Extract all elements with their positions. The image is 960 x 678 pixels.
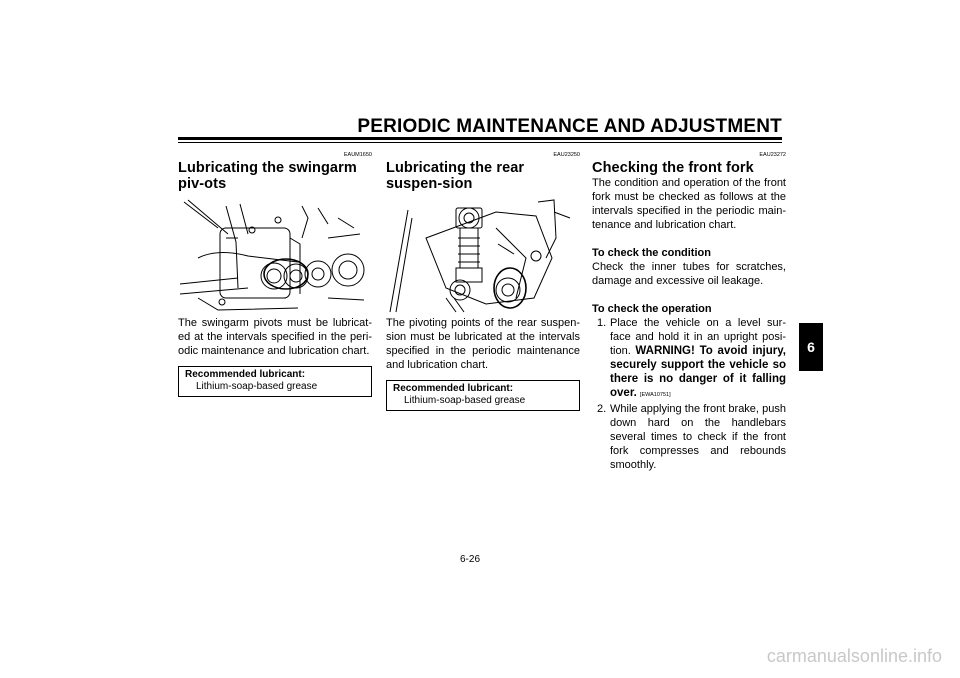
operation-steps bbox=[592, 316, 786, 472]
section-code: EAU23250 bbox=[553, 152, 580, 158]
header-rule bbox=[178, 137, 782, 140]
swingarm-section bbox=[178, 152, 372, 397]
step-item bbox=[592, 316, 786, 402]
condition-text: Check the inner tubes for scratches, damage and excessive oil leakage. bbox=[592, 261, 786, 287]
section-title: Lubricating the swingarm piv-ots bbox=[178, 160, 357, 192]
header-rule-thin bbox=[178, 142, 782, 143]
operation-heading: To check the operation bbox=[592, 303, 712, 315]
warning-code: [EWA10751] bbox=[639, 392, 671, 398]
step-item bbox=[592, 402, 786, 472]
front-fork-section bbox=[592, 152, 786, 472]
step-text: Place the vehicle on a level sur-face and hold it in an upright posi-tion. bbox=[610, 317, 786, 357]
watermark: carmanualsonline.info bbox=[766, 646, 942, 666]
section-code: EAUM1650 bbox=[343, 152, 372, 158]
section-body: The pivoting points of the rear suspen-sion must be lubricated at the intervals specified in the periodic maintenance and lubrication chart. bbox=[386, 317, 580, 371]
step-number: 1. bbox=[597, 317, 607, 329]
page-number: 6-26 bbox=[460, 554, 481, 565]
section-body: The swingarm pivots must be lubricat-ed at the intervals specified in the peri-odic maintenance and lubrication chart. bbox=[178, 317, 372, 357]
chapter-tab: 6 bbox=[799, 323, 823, 371]
recommended-lubricant-box bbox=[386, 380, 580, 411]
section-title: Checking the front fork bbox=[592, 160, 754, 176]
rear-suspension-illustration bbox=[386, 198, 580, 316]
rear-suspension-section bbox=[386, 152, 580, 411]
lubricant-value: Lithium-soap-based grease bbox=[196, 381, 318, 392]
section-title: Lubricating the rear suspen-sion bbox=[386, 160, 525, 192]
step-number: 2. bbox=[597, 403, 607, 415]
step-text: While applying the front brake, push down hard on the handlebars several times to check if the front fork compresses and rebounds smoothly. bbox=[610, 403, 786, 471]
lubricant-value: Lithium-soap-based grease bbox=[404, 395, 526, 406]
recommended-lubricant-box bbox=[178, 366, 372, 397]
condition-heading: To check the condition bbox=[592, 247, 711, 259]
swingarm-illustration bbox=[178, 198, 372, 316]
section-intro: The condition and operation of the front fork must be checked as follows at the intervals specified in the periodic main-tenance and lubrication chart. bbox=[592, 177, 786, 231]
page-header-title: PERIODIC MAINTENANCE AND ADJUSTMENT bbox=[357, 116, 782, 137]
lubricant-label: Recommended lubricant: bbox=[393, 383, 514, 394]
warning-text: WARNING! To avoid injury, securely support the vehicle so there is no danger of it falling over. bbox=[610, 345, 786, 399]
lubricant-label: Recommended lubricant: bbox=[185, 369, 306, 380]
section-code: EAU23272 bbox=[759, 152, 786, 158]
